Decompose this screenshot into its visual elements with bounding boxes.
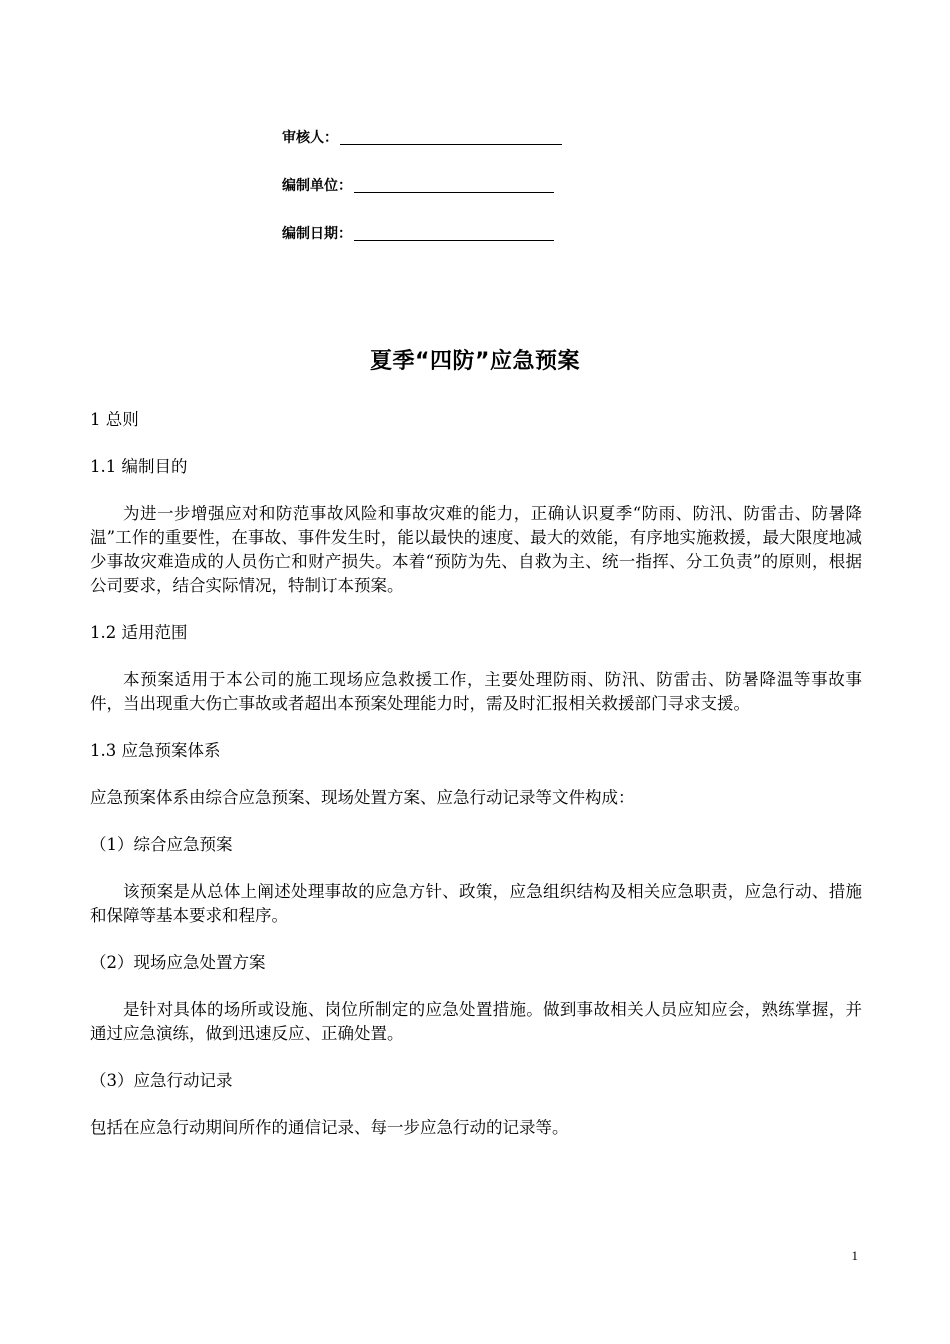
signature-block bbox=[282, 128, 562, 272]
date-row bbox=[282, 224, 562, 272]
page-number: 1 bbox=[851, 1248, 858, 1263]
document-body bbox=[90, 408, 862, 1163]
date-blank-line bbox=[354, 224, 554, 241]
section-1-2-heading: 1.2 适用范围 bbox=[90, 623, 188, 642]
reviewer-label: 审核人： bbox=[282, 130, 338, 146]
item-3-heading: （3）应急行动记录 bbox=[90, 1071, 233, 1090]
item-1-heading: （1）综合应急预案 bbox=[90, 835, 233, 854]
section-1-3-heading: 1.3 应急预案体系 bbox=[90, 741, 221, 760]
item-3-paragraph: 包括在应急行动期间所作的通信记录、每一步应急行动的记录等。 bbox=[90, 1118, 569, 1137]
date-label: 编制日期： bbox=[282, 226, 352, 242]
document-title: 夏季“四防”应急预案 bbox=[370, 349, 580, 374]
section-1-1-heading: 1.1 编制目的 bbox=[90, 457, 188, 476]
reviewer-row bbox=[282, 128, 562, 176]
unit-blank-line bbox=[354, 176, 554, 193]
item-2-heading: （2）现场应急处置方案 bbox=[90, 953, 266, 972]
section-1-2-paragraph: 本预案适用于本公司的施工现场应急救援工作，主要处理防雨、防汛、防雷击、防暑降温等事故事件，当出现重大伤亡事故或者超出本预案处理能力时，需及时汇报相关救援部门寻求支援。 bbox=[90, 670, 862, 713]
reviewer-blank-line bbox=[340, 128, 562, 145]
item-2-paragraph: 是针对具体的场所或设施、岗位所制定的应急处置措施。做到事故相关人员应知应会，熟练掌握，并通过应急演练，做到迅速反应、正确处置。 bbox=[90, 1000, 862, 1043]
section-1-heading: 1 总则 bbox=[90, 410, 139, 429]
section-1-1-paragraph: 为进一步增强应对和防范事故风险和事故灾难的能力，正确认识夏季“防雨、防汛、防雷击、防暑降温”工作的重要性，在事故、事件发生时，能以最快的速度、最大的效能，有序地实施救援，最大限度地减少事故灾难造成的人员伤亡和财产损失。本着“预防为先、自救为主、统一指挥、分工负责”的原则，根据公司要求，结合实际情况，特制订本预案。 bbox=[90, 504, 862, 595]
section-1-3-paragraph: 应急预案体系由综合应急预案、现场处置方案、应急行动记录等文件构成： bbox=[90, 788, 635, 807]
unit-row bbox=[282, 176, 562, 224]
unit-label: 编制单位： bbox=[282, 178, 352, 194]
item-1-paragraph: 该预案是从总体上阐述处理事故的应急方针、政策，应急组织结构及相关应急职责，应急行动、措施和保障等基本要求和程序。 bbox=[90, 882, 862, 925]
